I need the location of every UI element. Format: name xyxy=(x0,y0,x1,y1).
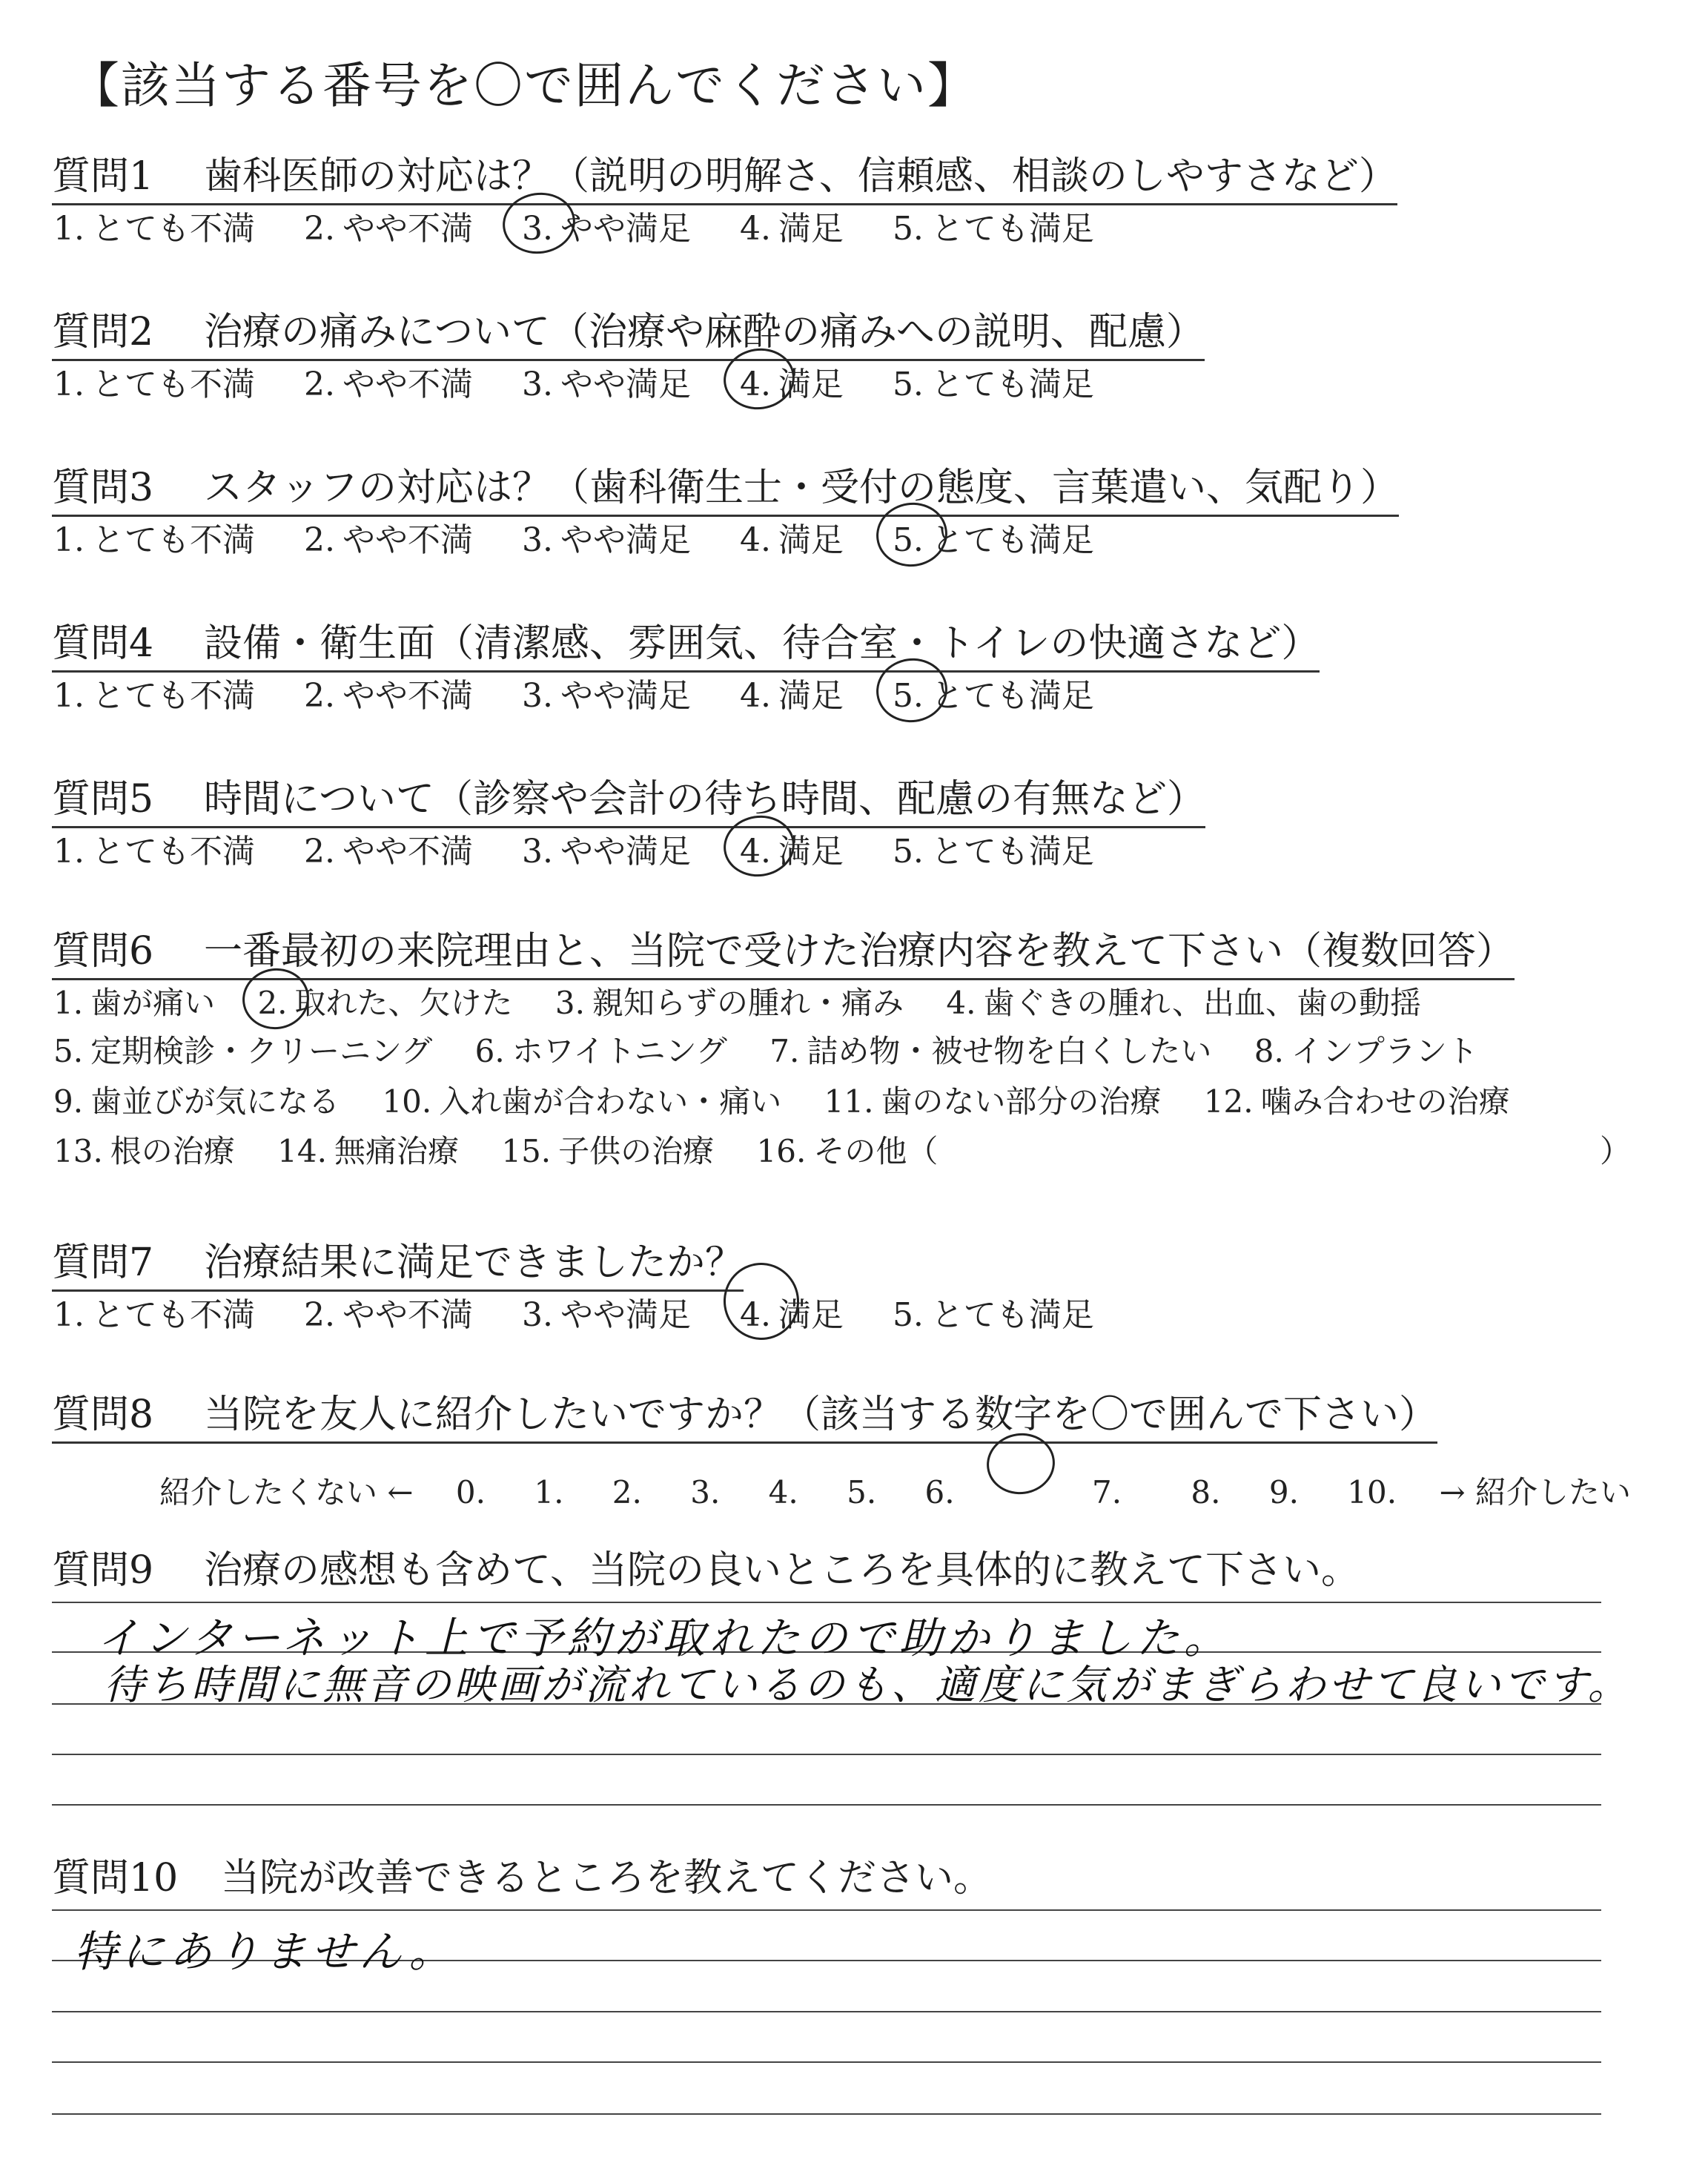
q6-option-15[interactable]: 15. 子供の治療 xyxy=(501,1133,715,1169)
q8-value-3[interactable]: 3. xyxy=(690,1474,721,1510)
q6-option-16[interactable]: 16. その他（ xyxy=(756,1133,939,1169)
question-10-number: 質問10 xyxy=(52,1856,179,1900)
question-6-options-row-4 xyxy=(53,1127,970,1172)
question-7-number: 質問7 xyxy=(52,1241,154,1285)
q8-value-10[interactable]: 10. xyxy=(1347,1474,1397,1510)
q1-option-3[interactable]: 3. やや満足 xyxy=(522,202,691,249)
q4-option-5[interactable]: 5. とても満足 xyxy=(893,669,1094,716)
question-2-options xyxy=(53,357,1133,405)
question-9-number: 質問9 xyxy=(52,1548,154,1593)
q9-answer-line-4 xyxy=(52,1754,1601,1755)
q7-option-3[interactable]: 3. やや満足 xyxy=(521,1296,691,1334)
q8-value-2[interactable]: 2. xyxy=(612,1474,642,1510)
q6-option-2[interactable]: 2. 取れた、欠けた xyxy=(257,979,512,1023)
q9-answer-line-5 xyxy=(52,1804,1601,1806)
question-6-options-row-3 xyxy=(53,1077,1543,1122)
q3-option-1[interactable]: 1. とても不満 xyxy=(53,521,255,559)
q1-option-4[interactable]: 4. 満足 xyxy=(739,210,844,248)
question-2 xyxy=(52,300,1205,361)
question-9 xyxy=(52,1539,1360,1597)
q8-value-7-wrap[interactable] xyxy=(1003,1442,1142,1510)
q5-option-2[interactable]: 2. やや不満 xyxy=(303,833,473,871)
question-5-options xyxy=(53,825,1133,872)
question-2-number: 質問2 xyxy=(52,310,154,354)
question-3-number: 質問3 xyxy=(52,466,154,510)
q7-option-2[interactable]: 2. やや不満 xyxy=(303,1296,473,1334)
question-1-text: 歯科医師の対応は？（説明の明解さ、信頼感、相談のしやすさなど） xyxy=(204,154,1397,199)
question-3-text: スタッフの対応は？（歯科衛生士・受付の態度、言葉遣い、気配り） xyxy=(204,466,1400,510)
question-5-number: 質問5 xyxy=(52,777,154,822)
q3-option-4[interactable]: 4. 満足 xyxy=(739,521,844,559)
page-title: 【該当する番号を〇で囲んでください】 xyxy=(70,57,978,114)
q4-option-4[interactable]: 4. 満足 xyxy=(739,677,844,715)
q6-other-close-paren: ） xyxy=(1600,1133,1632,1169)
question-8-number: 質問8 xyxy=(52,1393,154,1437)
question-9-text: 治療の感想も含めて、当院の良いところを具体的に教えて下さい。 xyxy=(204,1548,1360,1593)
q4-option-3[interactable]: 3. やや満足 xyxy=(521,677,691,715)
question-4-text: 設備・衛生面（清潔感、雰囲気、待合室・トイレの快適さなど） xyxy=(204,621,1320,666)
question-2-text: 治療の痛みについて（治療や麻酔の痛みへの説明、配慮） xyxy=(204,310,1205,354)
q10-answer-line-4 xyxy=(52,2061,1601,2063)
q10-handwritten-answer: 特にありません。 xyxy=(74,1926,457,1977)
q2-option-4[interactable]: 4. 満足 xyxy=(740,357,844,405)
q8-value-6[interactable]: 6. xyxy=(924,1474,955,1510)
q8-value-1[interactable]: 1. xyxy=(534,1474,564,1510)
q6-option-4[interactable]: 4. 歯ぐきの腫れ、出血、歯の動揺 xyxy=(946,985,1421,1021)
question-6-number: 質問6 xyxy=(52,929,154,974)
question-4 xyxy=(52,612,1320,673)
q1-option-2[interactable]: 2. やや不満 xyxy=(303,210,473,248)
q10-answer-line-1 xyxy=(52,1909,1601,1911)
question-1-options xyxy=(53,202,1133,249)
question-5 xyxy=(52,767,1205,828)
question-1 xyxy=(52,145,1397,205)
question-1-number: 質問1 xyxy=(52,154,154,199)
q6-option-14[interactable]: 14. 無痛治療 xyxy=(277,1133,459,1169)
q8-value-5[interactable]: 5. xyxy=(847,1474,877,1510)
question-10 xyxy=(52,1846,992,1905)
q6-option-10[interactable]: 10. 入れ歯が合わない・痛い xyxy=(382,1083,782,1120)
q5-option-5[interactable]: 5. とても満足 xyxy=(892,833,1094,871)
question-4-number: 質問4 xyxy=(52,621,154,666)
q10-answer-line-3 xyxy=(52,2011,1601,2012)
q6-option-6[interactable]: 6. ホワイトニング xyxy=(474,1033,727,1069)
q5-option-1[interactable]: 1. とても不満 xyxy=(53,833,255,871)
question-7 xyxy=(52,1231,744,1292)
question-7-options xyxy=(53,1288,1133,1335)
question-6-options-row-2 xyxy=(53,1027,1511,1071)
q6-option-11[interactable]: 11. 歯のない部分の治療 xyxy=(824,1083,1162,1120)
question-5-text: 時間について（診察や会計の待ち時間、配慮の有無など） xyxy=(204,777,1205,822)
question-8 xyxy=(52,1383,1437,1444)
q4-option-1[interactable]: 1. とても不満 xyxy=(53,677,255,715)
q6-option-8[interactable]: 8. インプラント xyxy=(1254,1033,1478,1069)
question-10-text: 当院が改善できるところを教えてください。 xyxy=(221,1856,993,1900)
q7-option-5[interactable]: 5. とても満足 xyxy=(892,1296,1094,1334)
q5-option-4[interactable]: 4. 満足 xyxy=(740,825,844,872)
q4-option-2[interactable]: 2. やや不満 xyxy=(303,677,473,715)
q2-option-2[interactable]: 2. やや不満 xyxy=(303,366,473,403)
q9-handwritten-answer-line-1: インターネット上で予約が取れたので助かりました。 xyxy=(96,1613,1231,1663)
q6-option-12[interactable]: 12. 噛み合わせの治療 xyxy=(1203,1083,1510,1120)
q2-option-3[interactable]: 3. やや満足 xyxy=(521,366,691,403)
q7-option-1[interactable]: 1. とても不満 xyxy=(53,1296,255,1334)
q9-handwritten-answer-line-2: 待ち時間に無音の映画が流れているのも、適度に気がまぎらわせて良いです。 xyxy=(104,1661,1632,1708)
q1-option-1[interactable]: 1. とても不満 xyxy=(53,210,255,248)
q6-option-5[interactable]: 5. 定期検診・クリーニング xyxy=(53,1033,433,1069)
question-8-scale xyxy=(159,1442,1652,1513)
q3-option-5[interactable]: 5. とても満足 xyxy=(893,513,1094,561)
question-3-options xyxy=(53,513,1133,561)
q8-right-label: → 紹介したい xyxy=(1439,1474,1631,1510)
q8-value-0[interactable]: 0. xyxy=(455,1474,486,1510)
q2-option-1[interactable]: 1. とても不満 xyxy=(53,366,255,403)
q6-option-7[interactable]: 7. 詰め物・被せ物を白くしたい xyxy=(769,1033,1212,1069)
q7-option-4[interactable]: 4. 満足 xyxy=(740,1288,844,1335)
question-3 xyxy=(52,456,1399,517)
q8-value-4[interactable]: 4. xyxy=(768,1474,798,1510)
q3-option-3[interactable]: 3. やや満足 xyxy=(521,521,691,559)
q8-value-7: 7. xyxy=(1091,1474,1122,1510)
q1-option-5[interactable]: 5. とても満足 xyxy=(892,210,1094,248)
q8-value-8[interactable]: 8. xyxy=(1191,1474,1221,1510)
q2-option-5[interactable]: 5. とても満足 xyxy=(892,366,1094,403)
q6-option-3[interactable]: 3. 親知らずの腫れ・痛み xyxy=(555,985,904,1021)
q6-option-13[interactable]: 13. 根の治療 xyxy=(53,1133,235,1169)
question-6-text: 一番最初の来院理由と、当院で受けた治療内容を教えて下さい（複数回答） xyxy=(204,929,1515,974)
q8-value-9[interactable]: 9. xyxy=(1268,1474,1299,1510)
q10-answer-line-5 xyxy=(52,2113,1601,2115)
q6-option-1[interactable]: 1. 歯が痛い xyxy=(53,985,216,1021)
question-8-text: 当院を友人に紹介したいですか？（該当する数字を〇で囲んで下さい） xyxy=(204,1393,1438,1437)
q5-option-3[interactable]: 3. やや満足 xyxy=(521,833,691,871)
question-7-text: 治療結果に満足できましたか？ xyxy=(204,1241,744,1285)
q3-option-2[interactable]: 2. やや不満 xyxy=(303,521,473,559)
question-4-options xyxy=(53,669,1133,716)
question-6-options-row-1 xyxy=(53,979,1454,1023)
q8-left-label: 紹介したくない ← xyxy=(159,1474,414,1510)
q6-option-9[interactable]: 9. 歯並びが気になる xyxy=(53,1083,340,1120)
